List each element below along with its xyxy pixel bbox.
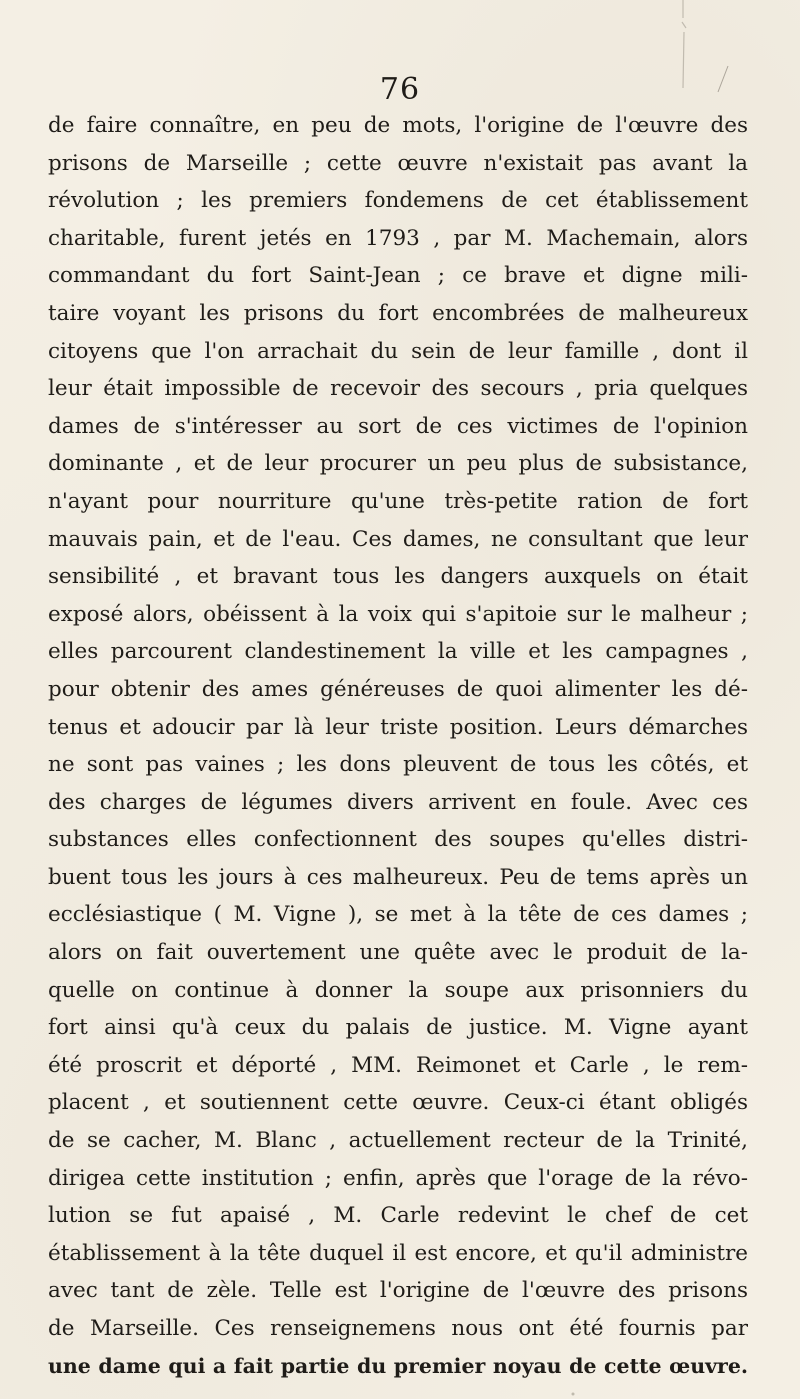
text-line: quelle on continue à donner la soupe aux prisonniers du: [48, 977, 748, 1003]
text-line: n'ayant pour nourriture qu'une très-petite ration de fort: [48, 488, 748, 514]
text-line-final: une dame qui a fait partie du premier noyau de cette œuvre.: [48, 1353, 748, 1378]
text-line: ecclésiastique ( M. Vigne ), se met à la tête de ces dames ;: [48, 902, 748, 928]
text-line: placent , et soutiennent cette œuvre. Ceux-ci étant obligés: [48, 1090, 748, 1116]
text-line: fort ainsi qu'à ceux du palais de justice. M. Vigne ayant: [48, 1015, 748, 1041]
text-line: tenus et adoucir par là leur triste position. Leurs démarches: [48, 714, 748, 740]
text-line: exposé alors, obéissent à la voix qui s'apitoie sur le malheur ;: [48, 601, 748, 627]
text-line: elles parcourent clandestinement la ville et les campagnes ,: [48, 639, 748, 665]
body-text: [48, 107, 748, 1385]
text-line: de faire connaître, en peu de mots, l'origine de l'œuvre des: [48, 113, 748, 138]
text-line: citoyens que l'on arrachait du sein de leur famille , dont il: [48, 338, 748, 364]
text-line: alors on fait ouvertement une quête avec le produit de la-: [48, 940, 748, 966]
text-line: dirigea cette institution ; enfin, après que l'orage de la révo-: [48, 1165, 748, 1191]
text-line: révolution ; les premiers fondemens de cet établissement: [48, 188, 748, 214]
page-number: 76: [379, 72, 421, 107]
text-line: sensibilité , et bravant tous les dangers auxquels on était: [48, 564, 748, 590]
text-line: lution se fut apaisé , M. Carle redevint le chef de cet: [48, 1203, 748, 1229]
text-line: commandant du fort Saint-Jean ; ce brave et digne mili-: [48, 263, 748, 289]
text-line: pour obtenir des ames généreuses de quoi alimenter les dé-: [48, 676, 748, 702]
text-line: dominante , et de leur procurer un peu plus de subsistance,: [48, 451, 748, 477]
text-line: des charges de légumes divers arrivent en foule. Avec ces: [48, 789, 748, 815]
text-line: de se cacher, M. Blanc , actuellement recteur de la Trinité,: [48, 1128, 748, 1154]
text-line: charitable, furent jetés en 1793 , par M. Machemain, alors: [48, 225, 748, 251]
text-line: de Marseille. Ces renseignemens nous ont été fournis par: [48, 1316, 748, 1341]
text-line: été proscrit et déporté , MM. Reimonet et Carle , le rem-: [48, 1052, 748, 1078]
text-line: dames de s'intéresser au sort de ces victimes de l'opinion: [48, 413, 748, 439]
text-line: substances elles confectionnent des soupes qu'elles distri-: [48, 827, 748, 853]
text-line: leur était impossible de recevoir des secours , pria quelques: [48, 376, 748, 402]
bottom-spot-mark: [572, 1393, 575, 1396]
text-line: ne sont pas vaines ; les dons pleuvent de tous les côtés, et: [48, 752, 748, 778]
text-line: avec tant de zèle. Telle est l'origine de l'œuvre des prisons: [48, 1278, 748, 1304]
text-line: établissement à la tête duquel il est encore, et qu'il administre: [48, 1240, 748, 1266]
text-line: prisons de Marseille ; cette œuvre n'existait pas avant la: [48, 150, 748, 176]
text-line: mauvais pain, et de l'eau. Ces dames, ne consultant que leur: [48, 526, 748, 552]
text-line: buent tous les jours à ces malheureux. Peu de tems après un: [48, 864, 748, 890]
text-line: taire voyant les prisons du fort encombrées de malheureux: [48, 300, 748, 326]
